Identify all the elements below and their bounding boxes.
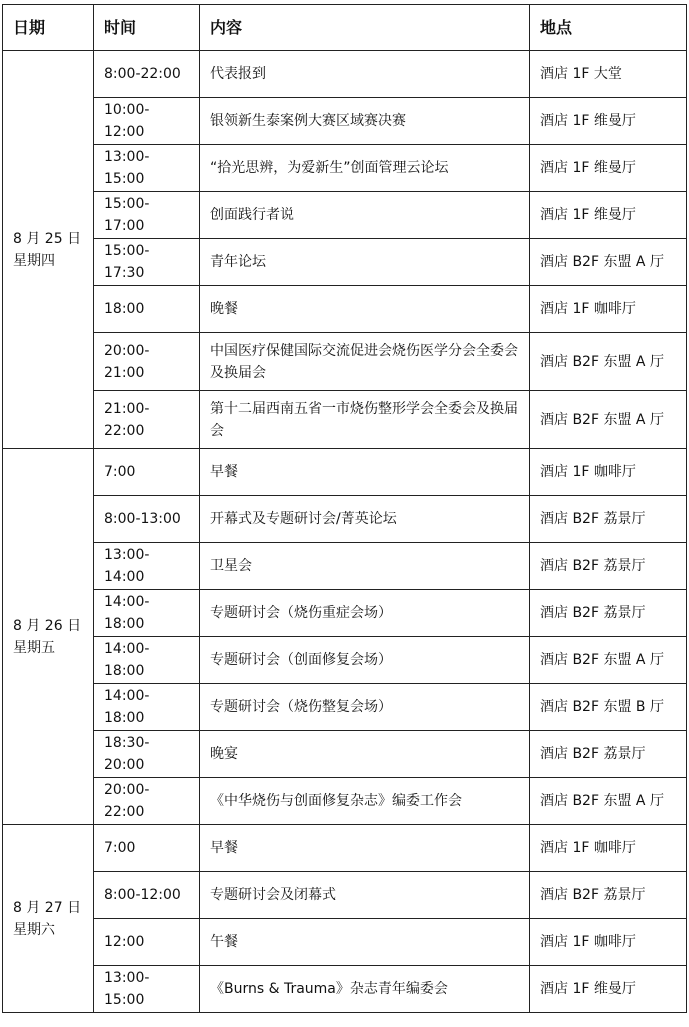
location-cell: 酒店 1F 咖啡厅 xyxy=(530,286,687,333)
schedule-table xyxy=(2,4,687,1013)
location-cell: 酒店 B2F 东盟 A 厅 xyxy=(530,637,687,684)
table-row xyxy=(3,684,687,731)
content-cell: 代表报到 xyxy=(200,51,530,98)
table-row xyxy=(3,778,687,825)
location-cell: 酒店 B2F 荔景厅 xyxy=(530,543,687,590)
time-cell: 8:00-12:00 xyxy=(94,872,200,919)
location-cell: 酒店 1F 维曼厅 xyxy=(530,98,687,145)
day-date: 8 月 27 日 xyxy=(13,899,82,916)
table-header xyxy=(3,5,687,51)
table-row xyxy=(3,496,687,543)
table-row xyxy=(3,449,687,496)
header-date: 日期 xyxy=(3,5,94,51)
content-cell: 第十二届西南五省一市烧伤整形学会全委会及换届会 xyxy=(200,391,530,449)
table-row xyxy=(3,543,687,590)
table-row xyxy=(3,51,687,98)
location-cell: 酒店 B2F 荔景厅 xyxy=(530,731,687,778)
day-weekday: 星期六 xyxy=(13,921,55,938)
table-row xyxy=(3,637,687,684)
content-cell: 青年论坛 xyxy=(200,239,530,286)
time-cell: 15:00-17:30 xyxy=(94,239,200,286)
table-row xyxy=(3,966,687,1013)
location-cell: 酒店 B2F 荔景厅 xyxy=(530,496,687,543)
content-cell: 专题研讨会（烧伤重症会场） xyxy=(200,590,530,637)
table-body xyxy=(3,51,687,1013)
table-row xyxy=(3,919,687,966)
time-cell: 18:00 xyxy=(94,286,200,333)
day-date-cell xyxy=(3,51,94,449)
table-row xyxy=(3,391,687,449)
location-cell: 酒店 1F 大堂 xyxy=(530,51,687,98)
content-cell: 晚餐 xyxy=(200,286,530,333)
table-row xyxy=(3,872,687,919)
time-cell: 14:00-18:00 xyxy=(94,684,200,731)
table-row xyxy=(3,731,687,778)
location-cell: 酒店 1F 维曼厅 xyxy=(530,145,687,192)
day-weekday: 星期五 xyxy=(13,639,55,656)
location-cell: 酒店 B2F 东盟 A 厅 xyxy=(530,333,687,391)
table-row xyxy=(3,98,687,145)
time-cell: 15:00-17:00 xyxy=(94,192,200,239)
time-cell: 7:00 xyxy=(94,825,200,872)
time-cell: 20:00-22:00 xyxy=(94,778,200,825)
content-cell: 晚宴 xyxy=(200,731,530,778)
content-cell: 银领新生泰案例大赛区域赛决赛 xyxy=(200,98,530,145)
location-cell: 酒店 B2F 东盟 B 厅 xyxy=(530,684,687,731)
time-cell: 20:00-21:00 xyxy=(94,333,200,391)
day-date: 8 月 25 日 xyxy=(13,230,82,247)
time-cell: 13:00-15:00 xyxy=(94,145,200,192)
time-cell: 14:00-18:00 xyxy=(94,637,200,684)
location-cell: 酒店 B2F 东盟 A 厅 xyxy=(530,778,687,825)
content-cell: 早餐 xyxy=(200,449,530,496)
content-cell: 午餐 xyxy=(200,919,530,966)
time-cell: 18:30-20:00 xyxy=(94,731,200,778)
table-row xyxy=(3,590,687,637)
content-cell: 创面践行者说 xyxy=(200,192,530,239)
content-cell: 专题研讨会（烧伤整复会场） xyxy=(200,684,530,731)
time-cell: 8:00-22:00 xyxy=(94,51,200,98)
time-cell: 7:00 xyxy=(94,449,200,496)
location-cell: 酒店 B2F 荔景厅 xyxy=(530,872,687,919)
location-cell: 酒店 1F 咖啡厅 xyxy=(530,449,687,496)
time-cell: 21:00-22:00 xyxy=(94,391,200,449)
location-cell: 酒店 1F 咖啡厅 xyxy=(530,825,687,872)
day-weekday: 星期四 xyxy=(13,252,55,269)
location-cell: 酒店 1F 维曼厅 xyxy=(530,966,687,1013)
header-content: 内容 xyxy=(200,5,530,51)
content-cell: 《Burns & Trauma》杂志青年编委会 xyxy=(200,966,530,1013)
table-row xyxy=(3,825,687,872)
day-date: 8 月 26 日 xyxy=(13,617,82,634)
header-location: 地点 xyxy=(530,5,687,51)
time-cell: 13:00-14:00 xyxy=(94,543,200,590)
location-cell: 酒店 B2F 东盟 A 厅 xyxy=(530,239,687,286)
time-cell: 13:00-15:00 xyxy=(94,966,200,1013)
location-cell: 酒店 B2F 东盟 A 厅 xyxy=(530,391,687,449)
content-cell: 专题研讨会及闭幕式 xyxy=(200,872,530,919)
location-cell: 酒店 B2F 荔景厅 xyxy=(530,590,687,637)
time-cell: 10:00-12:00 xyxy=(94,98,200,145)
location-cell: 酒店 1F 维曼厅 xyxy=(530,192,687,239)
time-cell: 14:00-18:00 xyxy=(94,590,200,637)
location-cell: 酒店 1F 咖啡厅 xyxy=(530,919,687,966)
table-row xyxy=(3,239,687,286)
time-cell: 8:00-13:00 xyxy=(94,496,200,543)
header-time: 时间 xyxy=(94,5,200,51)
content-cell: 开幕式及专题研讨会/菁英论坛 xyxy=(200,496,530,543)
table-row xyxy=(3,333,687,391)
content-cell: 《中华烧伤与创面修复杂志》编委工作会 xyxy=(200,778,530,825)
day-date-cell xyxy=(3,449,94,825)
content-cell: 卫星会 xyxy=(200,543,530,590)
time-cell: 12:00 xyxy=(94,919,200,966)
table-row xyxy=(3,145,687,192)
content-cell: 中国医疗保健国际交流促进会烧伤医学分会全委会及换届会 xyxy=(200,333,530,391)
content-cell: 专题研讨会（创面修复会场） xyxy=(200,637,530,684)
content-cell: “拾光思辨，为爱新生”创面管理云论坛 xyxy=(200,145,530,192)
content-cell: 早餐 xyxy=(200,825,530,872)
table-row xyxy=(3,192,687,239)
table-row xyxy=(3,286,687,333)
day-date-cell xyxy=(3,825,94,1013)
